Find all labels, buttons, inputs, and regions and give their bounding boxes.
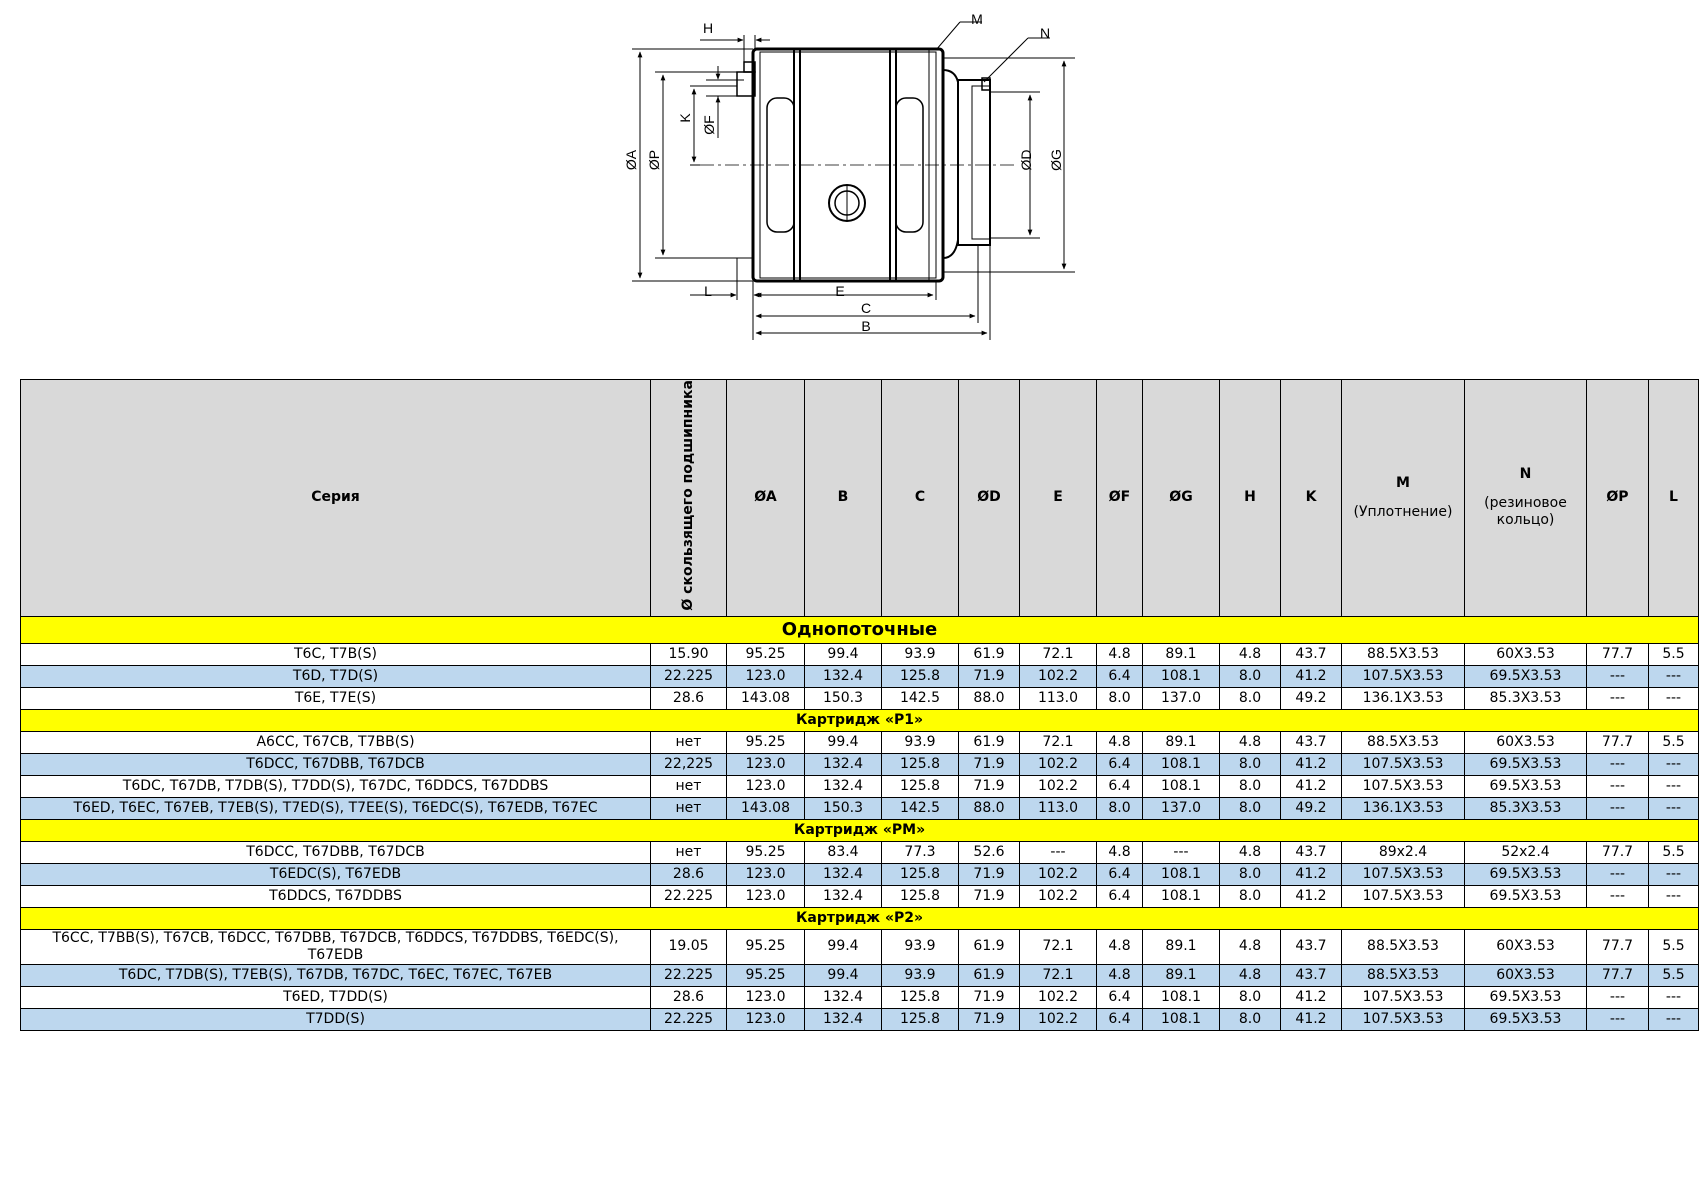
- value-cell: 72.1: [1020, 929, 1097, 964]
- value-cell: 89.1: [1143, 643, 1220, 665]
- value-cell: 4.8: [1220, 841, 1281, 863]
- value-cell: 125.8: [882, 863, 959, 885]
- value-cell: 61.9: [959, 731, 1020, 753]
- table-row: [21, 841, 1699, 863]
- dim-label-d: ØD: [1018, 149, 1034, 171]
- value-cell: 102.2: [1020, 885, 1097, 907]
- value-cell: 6.4: [1097, 885, 1143, 907]
- column-header-label: ØG: [1169, 489, 1193, 506]
- value-cell: 102.2: [1020, 665, 1097, 687]
- column-header-label: L: [1669, 489, 1678, 506]
- table-row: [21, 731, 1699, 753]
- value-cell: 132.4: [805, 986, 882, 1008]
- column-header-label: C: [914, 489, 926, 506]
- value-cell: 102.2: [1020, 863, 1097, 885]
- value-cell: ---: [1649, 775, 1699, 797]
- value-cell: 8.0: [1220, 687, 1281, 709]
- value-cell: 95.25: [727, 964, 805, 986]
- value-cell: 28.6: [651, 863, 727, 885]
- value-cell: 95.25: [727, 841, 805, 863]
- value-cell: 102.2: [1020, 986, 1097, 1008]
- value-cell: 71.9: [959, 753, 1020, 775]
- value-cell: 77.3: [882, 841, 959, 863]
- value-cell: 77.7: [1587, 643, 1649, 665]
- table-row: [21, 986, 1699, 1008]
- column-header: [1587, 380, 1649, 617]
- value-cell: 8.0: [1220, 753, 1281, 775]
- value-cell: 6.4: [1097, 775, 1143, 797]
- value-cell: 41.2: [1281, 986, 1342, 1008]
- dim-label-e: E: [835, 283, 845, 299]
- value-cell: 4.8: [1220, 731, 1281, 753]
- dim-label-a: ØA: [623, 149, 639, 171]
- value-cell: 132.4: [805, 775, 882, 797]
- value-cell: 108.1: [1143, 775, 1220, 797]
- series-cell: T6DCC, T67DBB, T67DCB: [21, 841, 651, 863]
- value-cell: 102.2: [1020, 753, 1097, 775]
- dim-label-k: K: [677, 113, 693, 123]
- value-cell: 132.4: [805, 753, 882, 775]
- value-cell: 43.7: [1281, 929, 1342, 964]
- value-cell: 85.3X3.53: [1465, 797, 1587, 819]
- value-cell: 8.0: [1097, 797, 1143, 819]
- column-header: [1649, 380, 1699, 617]
- table-row: [21, 863, 1699, 885]
- value-cell: нет: [651, 841, 727, 863]
- value-cell: 136.1X3.53: [1342, 687, 1465, 709]
- value-cell: 5.5: [1649, 841, 1699, 863]
- value-cell: 4.8: [1220, 964, 1281, 986]
- column-header-sublabel: (Уплотнение): [1353, 503, 1453, 520]
- value-cell: 71.9: [959, 1008, 1020, 1030]
- dim-label-l: L: [704, 283, 712, 299]
- dim-label-n: N: [1039, 25, 1051, 41]
- value-cell: ---: [1587, 665, 1649, 687]
- value-cell: 125.8: [882, 1008, 959, 1030]
- section-header-row: [21, 709, 1699, 731]
- section-title: Картридж «PM»: [21, 819, 1699, 841]
- value-cell: 150.3: [805, 687, 882, 709]
- value-cell: 89x2.4: [1342, 841, 1465, 863]
- series-cell: T6DC, T7DB(S), T7EB(S), T67DB, T67DC, T6EC, T67EC, T67EB: [21, 964, 651, 986]
- value-cell: 49.2: [1281, 687, 1342, 709]
- value-cell: 125.8: [882, 665, 959, 687]
- table-row: [21, 687, 1699, 709]
- value-cell: 71.9: [959, 885, 1020, 907]
- dimension-labels: [623, 11, 1064, 334]
- value-cell: 49.2: [1281, 797, 1342, 819]
- value-cell: 88.0: [959, 687, 1020, 709]
- value-cell: 43.7: [1281, 964, 1342, 986]
- value-cell: 123.0: [727, 775, 805, 797]
- value-cell: 93.9: [882, 643, 959, 665]
- value-cell: 52x2.4: [1465, 841, 1587, 863]
- value-cell: 123.0: [727, 986, 805, 1008]
- section-header-row: [21, 907, 1699, 929]
- column-header: [1342, 380, 1465, 617]
- value-cell: 71.9: [959, 986, 1020, 1008]
- value-cell: 8.0: [1220, 863, 1281, 885]
- value-cell: 142.5: [882, 797, 959, 819]
- value-cell: 69.5X3.53: [1465, 665, 1587, 687]
- value-cell: ---: [1649, 687, 1699, 709]
- dim-label-b: B: [861, 318, 871, 334]
- value-cell: 88.0: [959, 797, 1020, 819]
- table-row: [21, 665, 1699, 687]
- value-cell: 132.4: [805, 665, 882, 687]
- table-row: [21, 775, 1699, 797]
- value-cell: 108.1: [1143, 665, 1220, 687]
- value-cell: 108.1: [1143, 1008, 1220, 1030]
- spec-table: [20, 379, 1699, 1031]
- value-cell: 107.5X3.53: [1342, 1008, 1465, 1030]
- value-cell: ---: [1649, 863, 1699, 885]
- value-cell: 8.0: [1220, 986, 1281, 1008]
- value-cell: 125.8: [882, 885, 959, 907]
- value-cell: 61.9: [959, 929, 1020, 964]
- value-cell: 123.0: [727, 665, 805, 687]
- column-header: [1143, 380, 1220, 617]
- value-cell: ---: [1649, 885, 1699, 907]
- value-cell: 71.9: [959, 863, 1020, 885]
- value-cell: 8.0: [1220, 885, 1281, 907]
- column-header: [1097, 380, 1143, 617]
- dim-label-g: ØG: [1048, 149, 1064, 171]
- value-cell: нет: [651, 731, 727, 753]
- dim-label-f: ØF: [701, 115, 717, 135]
- column-header-label: Серия: [311, 489, 360, 506]
- value-cell: 6.4: [1097, 665, 1143, 687]
- column-header: [21, 380, 651, 617]
- value-cell: 4.8: [1097, 964, 1143, 986]
- value-cell: 5.5: [1649, 929, 1699, 964]
- value-cell: 107.5X3.53: [1342, 753, 1465, 775]
- value-cell: 123.0: [727, 863, 805, 885]
- series-cell: T6DCC, T67DBB, T67DCB: [21, 753, 651, 775]
- value-cell: 102.2: [1020, 775, 1097, 797]
- value-cell: 60X3.53: [1465, 929, 1587, 964]
- value-cell: 41.2: [1281, 753, 1342, 775]
- value-cell: 60X3.53: [1465, 643, 1587, 665]
- series-cell: T6DDCS, T67DDBS: [21, 885, 651, 907]
- series-cell: T7DD(S): [21, 1008, 651, 1030]
- column-header-label: H: [1244, 489, 1256, 506]
- series-cell: T6EDC(S), T67EDB: [21, 863, 651, 885]
- value-cell: 22,225: [651, 753, 727, 775]
- value-cell: 43.7: [1281, 731, 1342, 753]
- value-cell: 69.5X3.53: [1465, 986, 1587, 1008]
- value-cell: 71.9: [959, 775, 1020, 797]
- value-cell: 132.4: [805, 885, 882, 907]
- column-header: [1465, 380, 1587, 617]
- table-row: [21, 929, 1699, 964]
- value-cell: 6.4: [1097, 863, 1143, 885]
- value-cell: 107.5X3.53: [1342, 665, 1465, 687]
- column-header-label: M: [1396, 474, 1410, 491]
- dim-label-p: ØP: [646, 149, 662, 171]
- value-cell: 72.1: [1020, 964, 1097, 986]
- column-header-label: Ø скользящего подшипника: [680, 380, 696, 611]
- value-cell: 108.1: [1143, 863, 1220, 885]
- value-cell: ---: [1587, 775, 1649, 797]
- table-row: [21, 964, 1699, 986]
- value-cell: 4.8: [1097, 841, 1143, 863]
- value-cell: 77.7: [1587, 841, 1649, 863]
- value-cell: 95.25: [727, 643, 805, 665]
- value-cell: 22.225: [651, 964, 727, 986]
- value-cell: ---: [1649, 753, 1699, 775]
- value-cell: 107.5X3.53: [1342, 775, 1465, 797]
- value-cell: 41.2: [1281, 1008, 1342, 1030]
- value-cell: нет: [651, 775, 727, 797]
- value-cell: 95.25: [727, 731, 805, 753]
- value-cell: 107.5X3.53: [1342, 863, 1465, 885]
- column-header: [805, 380, 882, 617]
- value-cell: 4.8: [1220, 929, 1281, 964]
- value-cell: 15.90: [651, 643, 727, 665]
- value-cell: 83.4: [805, 841, 882, 863]
- value-cell: 19.05: [651, 929, 727, 964]
- column-header-label: K: [1305, 489, 1317, 506]
- value-cell: 6.4: [1097, 753, 1143, 775]
- value-cell: 143.08: [727, 687, 805, 709]
- table-row: [21, 885, 1699, 907]
- series-cell: T6CC, T7BB(S), T67CB, T6DCC, T67DBB, T67DCB, T6DDCS, T67DDBS, T6EDC(S), T67EDB: [21, 929, 651, 964]
- value-cell: 4.8: [1097, 731, 1143, 753]
- section-title: Картридж «P1»: [21, 709, 1699, 731]
- value-cell: ---: [1587, 797, 1649, 819]
- value-cell: 137.0: [1143, 687, 1220, 709]
- value-cell: 22.225: [651, 1008, 727, 1030]
- value-cell: 4.8: [1220, 643, 1281, 665]
- value-cell: 89.1: [1143, 964, 1220, 986]
- series-cell: T6E, T7E(S): [21, 687, 651, 709]
- value-cell: ---: [1020, 841, 1097, 863]
- value-cell: 8.0: [1097, 687, 1143, 709]
- value-cell: 107.5X3.53: [1342, 986, 1465, 1008]
- value-cell: 89.1: [1143, 929, 1220, 964]
- value-cell: 93.9: [882, 964, 959, 986]
- value-cell: 113.0: [1020, 687, 1097, 709]
- value-cell: 69.5X3.53: [1465, 753, 1587, 775]
- table-row: [21, 797, 1699, 819]
- value-cell: 99.4: [805, 643, 882, 665]
- value-cell: 60X3.53: [1465, 964, 1587, 986]
- column-header: [882, 380, 959, 617]
- value-cell: 52.6: [959, 841, 1020, 863]
- value-cell: 43.7: [1281, 841, 1342, 863]
- value-cell: 8.0: [1220, 1008, 1281, 1030]
- cartridge-drawing: [0, 0, 1706, 345]
- value-cell: ---: [1587, 863, 1649, 885]
- value-cell: 89.1: [1143, 731, 1220, 753]
- value-cell: 72.1: [1020, 643, 1097, 665]
- value-cell: 136.1X3.53: [1342, 797, 1465, 819]
- value-cell: 143.08: [727, 797, 805, 819]
- value-cell: ---: [1587, 885, 1649, 907]
- value-cell: 88.5X3.53: [1342, 643, 1465, 665]
- value-cell: 99.4: [805, 731, 882, 753]
- value-cell: 77.7: [1587, 929, 1649, 964]
- value-cell: ---: [1143, 841, 1220, 863]
- dimension-lines: [632, 22, 1075, 340]
- table-body: [21, 616, 1699, 1030]
- series-cell: T6C, T7B(S): [21, 643, 651, 665]
- column-header-sublabel: (резиновое кольцо): [1484, 495, 1567, 529]
- column-header: [727, 380, 805, 617]
- value-cell: ---: [1587, 986, 1649, 1008]
- value-cell: 125.8: [882, 753, 959, 775]
- value-cell: 28.6: [651, 687, 727, 709]
- value-cell: 77.7: [1587, 731, 1649, 753]
- column-header-label: B: [837, 489, 849, 506]
- value-cell: 8.0: [1220, 775, 1281, 797]
- column-header-label: E: [1053, 489, 1063, 506]
- value-cell: ---: [1649, 1008, 1699, 1030]
- section-title: Однопоточные: [21, 616, 1699, 643]
- value-cell: 108.1: [1143, 986, 1220, 1008]
- value-cell: 8.0: [1220, 665, 1281, 687]
- value-cell: 93.9: [882, 929, 959, 964]
- value-cell: 108.1: [1143, 885, 1220, 907]
- value-cell: 142.5: [882, 687, 959, 709]
- column-header: [651, 380, 727, 617]
- table-row: [21, 643, 1699, 665]
- value-cell: 41.2: [1281, 863, 1342, 885]
- value-cell: ---: [1587, 1008, 1649, 1030]
- table-row: [21, 1008, 1699, 1030]
- value-cell: 113.0: [1020, 797, 1097, 819]
- column-header-label: N: [1519, 466, 1532, 483]
- cartridge-body: [700, 49, 1015, 281]
- value-cell: 69.5X3.53: [1465, 863, 1587, 885]
- table-row: [21, 753, 1699, 775]
- value-cell: нет: [651, 797, 727, 819]
- series-cell: T6ED, T6EC, T67EB, T7EB(S), T7ED(S), T7EE(S), T6EDC(S), T67EDB, T67EC: [21, 797, 651, 819]
- value-cell: ---: [1587, 687, 1649, 709]
- value-cell: ---: [1649, 665, 1699, 687]
- value-cell: 61.9: [959, 964, 1020, 986]
- value-cell: 69.5X3.53: [1465, 775, 1587, 797]
- value-cell: 88.5X3.53: [1342, 929, 1465, 964]
- value-cell: 93.9: [882, 731, 959, 753]
- value-cell: 4.8: [1097, 929, 1143, 964]
- value-cell: 108.1: [1143, 753, 1220, 775]
- value-cell: 8.0: [1220, 797, 1281, 819]
- table-header-row: [21, 380, 1699, 617]
- value-cell: 41.2: [1281, 885, 1342, 907]
- value-cell: ---: [1587, 753, 1649, 775]
- column-header-label: ØP: [1606, 489, 1629, 506]
- column-header-label: ØD: [977, 489, 1001, 506]
- column-header: [1220, 380, 1281, 617]
- value-cell: 22.225: [651, 665, 727, 687]
- value-cell: 137.0: [1143, 797, 1220, 819]
- column-header: [1020, 380, 1097, 617]
- value-cell: 6.4: [1097, 986, 1143, 1008]
- value-cell: 22.225: [651, 885, 727, 907]
- section-title: Картридж «P2»: [21, 907, 1699, 929]
- value-cell: 43.7: [1281, 643, 1342, 665]
- value-cell: ---: [1649, 797, 1699, 819]
- value-cell: 132.4: [805, 1008, 882, 1030]
- value-cell: 123.0: [727, 753, 805, 775]
- dim-label-h: H: [702, 20, 714, 36]
- series-cell: T6DC, T67DB, T7DB(S), T7DD(S), T67DC, T6DDCS, T67DDBS: [21, 775, 651, 797]
- column-header-label: ØF: [1108, 489, 1131, 506]
- value-cell: 69.5X3.53: [1465, 1008, 1587, 1030]
- value-cell: 5.5: [1649, 643, 1699, 665]
- value-cell: 69.5X3.53: [1465, 885, 1587, 907]
- section-header-row: [21, 819, 1699, 841]
- value-cell: ---: [1649, 986, 1699, 1008]
- value-cell: 123.0: [727, 885, 805, 907]
- value-cell: 95.25: [727, 929, 805, 964]
- value-cell: 61.9: [959, 643, 1020, 665]
- value-cell: 132.4: [805, 863, 882, 885]
- value-cell: 150.3: [805, 797, 882, 819]
- value-cell: 71.9: [959, 665, 1020, 687]
- series-cell: T6ED, T7DD(S): [21, 986, 651, 1008]
- value-cell: 28.6: [651, 986, 727, 1008]
- dim-label-m: M: [971, 11, 983, 27]
- value-cell: 99.4: [805, 929, 882, 964]
- column-header: [959, 380, 1020, 617]
- value-cell: 4.8: [1097, 643, 1143, 665]
- value-cell: 125.8: [882, 986, 959, 1008]
- column-header: [1281, 380, 1342, 617]
- series-cell: A6CC, T67CB, T7BB(S): [21, 731, 651, 753]
- value-cell: 41.2: [1281, 775, 1342, 797]
- value-cell: 77.7: [1587, 964, 1649, 986]
- dim-label-c: C: [860, 300, 872, 316]
- series-cell: T6D, T7D(S): [21, 665, 651, 687]
- column-header-label: ØA: [754, 489, 777, 506]
- value-cell: 5.5: [1649, 731, 1699, 753]
- value-cell: 72.1: [1020, 731, 1097, 753]
- value-cell: 123.0: [727, 1008, 805, 1030]
- value-cell: 6.4: [1097, 1008, 1143, 1030]
- value-cell: 107.5X3.53: [1342, 885, 1465, 907]
- value-cell: 60X3.53: [1465, 731, 1587, 753]
- value-cell: 85.3X3.53: [1465, 687, 1587, 709]
- value-cell: 125.8: [882, 775, 959, 797]
- value-cell: 88.5X3.53: [1342, 964, 1465, 986]
- value-cell: 41.2: [1281, 665, 1342, 687]
- value-cell: 5.5: [1649, 964, 1699, 986]
- value-cell: 102.2: [1020, 1008, 1097, 1030]
- value-cell: 88.5X3.53: [1342, 731, 1465, 753]
- section-header-row: [21, 616, 1699, 643]
- value-cell: 99.4: [805, 964, 882, 986]
